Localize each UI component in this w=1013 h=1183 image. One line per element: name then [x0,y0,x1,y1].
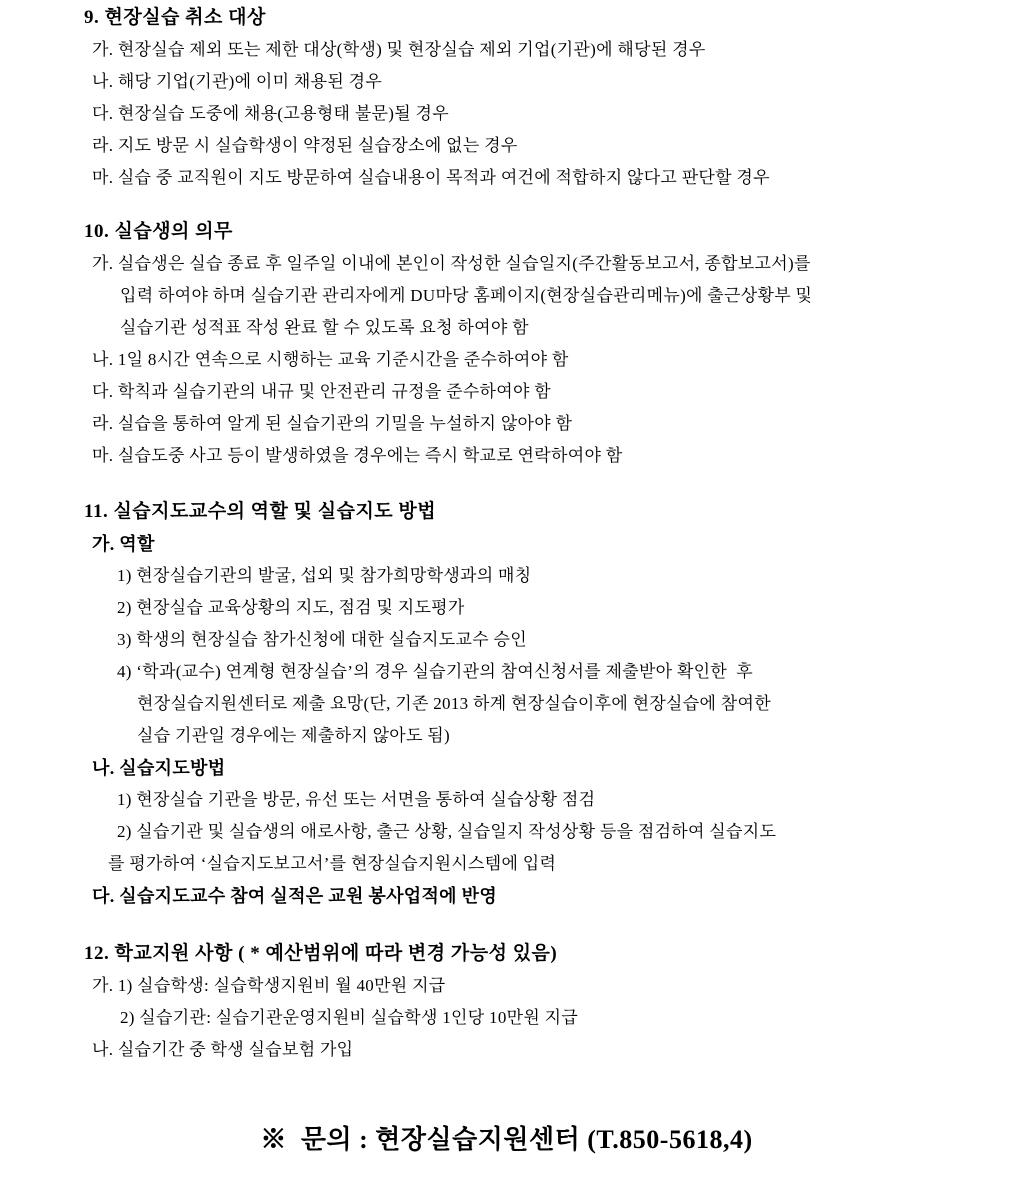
doc-line: 실습 기관일 경우에는 제출하지 않아도 됨) [137,726,450,745]
doc-line: 4) ‘학과(교수) 연계형 현장실습’의 경우 실습기관의 참여신청서를 제출받아 확인한 후 [117,662,753,681]
section-10 [0,216,1013,472]
section-11 [0,496,1013,912]
doc-line: 다. 현장실습 도중에 채용(고용형태 불문)될 경우 [92,104,449,123]
doc-line: 다. 학칙과 실습기관의 내규 및 안전관리 규정을 준수하여야 함 [92,382,551,401]
section-9-heading: 9. 현장실습 취소 대상 [84,7,266,28]
doc-line: 3) 학생의 현장실습 참가신청에 대한 실습지도교수 승인 [117,630,527,649]
doc-line: 입력 하여야 하며 실습기관 관리자에게 DU마당 홈페이지(현장실습관리메뉴)에 출근상황부 및 [120,286,813,305]
doc-line: 마. 실습 중 교직원이 지도 방문하여 실습내용이 목적과 여건에 적합하지 않다고 판단할 경우 [92,168,770,187]
doc-line: 나. 1일 8시간 연속으로 시행하는 교육 기준시간을 준수하여야 함 [92,350,569,369]
doc-line: 1) 현장실습기관의 발굴, 섭외 및 참가희망학생과의 매칭 [117,566,532,585]
section-9 [0,2,1013,194]
doc-line: 라. 지도 방문 시 실습학생이 약정된 실습장소에 없는 경우 [92,136,518,155]
section-12-heading: 12. 학교지원 사항 ( * 예산범위에 따라 변경 가능성 있음) [84,943,558,964]
doc-line: 가. 현장실습 제외 또는 제한 대상(학생) 및 현장실습 제외 기업(기관)에 해당된 경우 [92,40,706,59]
subheading-professor-credit: 다. 실습지도교수 참여 실적은 교원 봉사업적에 반영 [92,886,498,906]
doc-line: 2) 현장실습 교육상황의 지도, 점검 및 지도평가 [117,598,465,617]
doc-line: 현장실습지원센터로 제출 요망(단, 기존 2013 하계 현장실습이후에 현장실습에 참여한 [137,694,771,713]
subheading-guidance-method: 나. 실습지도방법 [92,758,226,778]
doc-line: 2) 실습기관 및 실습생의 애로사항, 출근 상황, 실습일지 작성상황 등을 점검하여 실습지도 [117,822,777,841]
section-11-heading: 11. 실습지도교수의 역할 및 실습지도 방법 [84,501,437,522]
doc-line: 2) 실습기관: 실습기관운영지원비 실습학생 1인당 10만원 지급 [120,1008,579,1027]
doc-line: 1) 현장실습 기관을 방문, 유선 또는 서면을 통하여 실습상황 점검 [117,790,596,809]
section-12 [0,938,1013,1066]
doc-line: 라. 실습을 통하여 알게 된 실습기관의 기밀을 누설하지 않아야 함 [92,414,573,433]
doc-line: 나. 해당 기업(기관)에 이미 채용된 경우 [92,72,383,91]
doc-line: 가. 1) 실습학생: 실습학생지원비 월 40만원 지급 [92,976,446,995]
contact-footer: ※ 문의 : 현장실습지원센터 (T.850-5618,4) [260,1125,753,1154]
section-10-heading: 10. 실습생의 의무 [84,221,233,242]
subheading-roles: 가. 역할 [92,534,155,554]
doc-line: 를 평가하여 ‘실습지도보고서’를 현장실습지원시스템에 입력 [108,854,557,873]
doc-line: 가. 실습생은 실습 종료 후 일주일 이내에 본인이 작성한 실습일지(주간활동보고서, 종합보고서)를 [92,254,811,273]
doc-line: 나. 실습기간 중 학생 실습보험 가입 [92,1040,354,1059]
doc-line: 실습기관 성적표 작성 완료 할 수 있도록 요청 하여야 함 [120,318,529,337]
doc-line: 마. 실습도중 사고 등이 발생하였을 경우에는 즉시 학교로 연락하여야 함 [92,446,623,465]
